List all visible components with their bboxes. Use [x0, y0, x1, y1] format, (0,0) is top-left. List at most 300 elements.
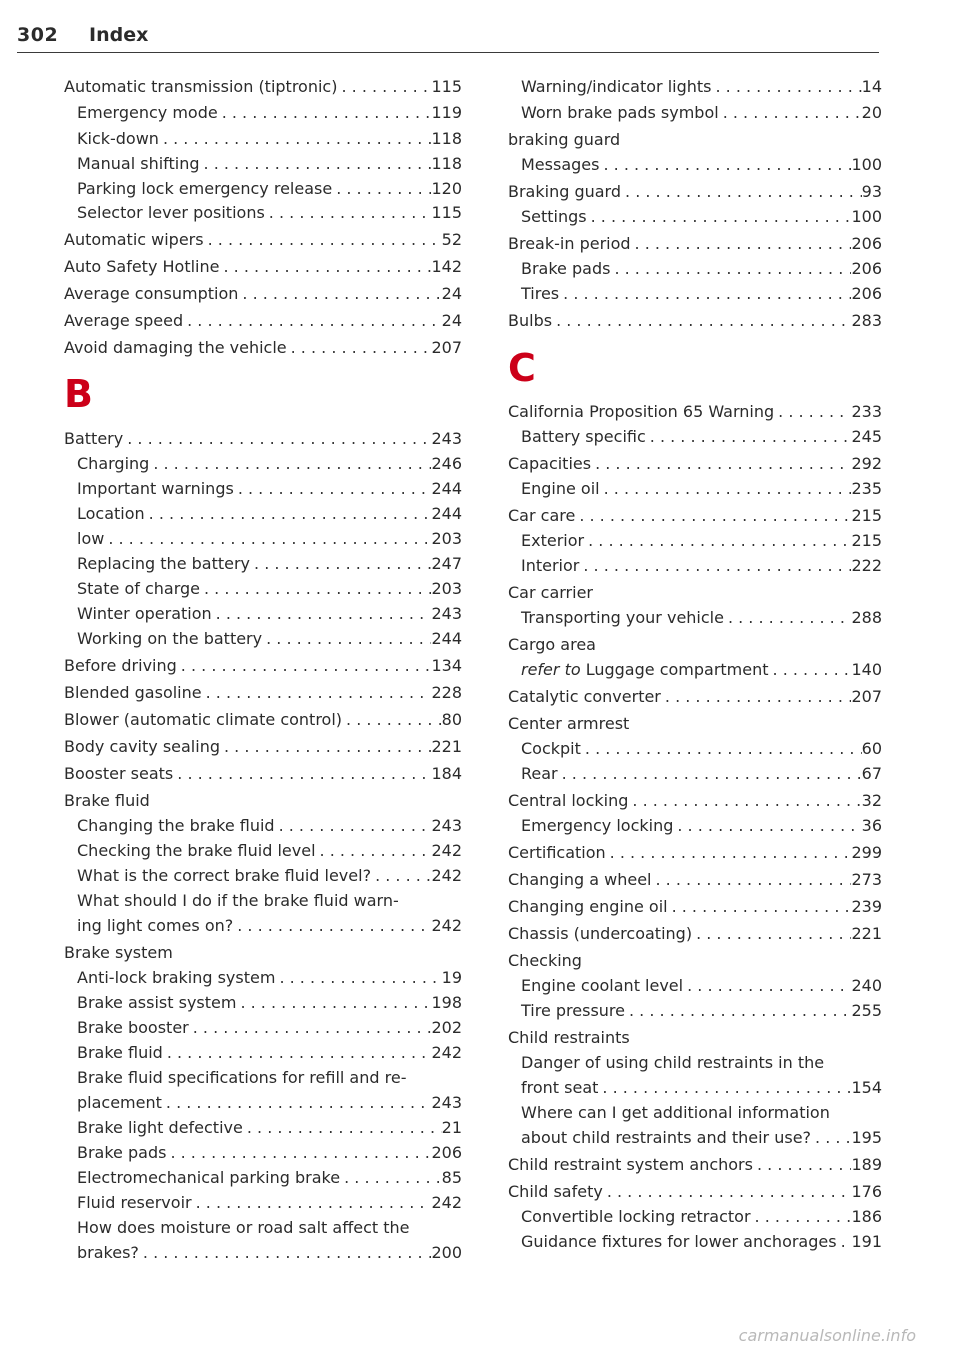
leader-dots [262, 627, 431, 651]
page-number: 302 [17, 24, 59, 46]
entry-page-number: 80 [441, 710, 462, 729]
entry-label: Blended gasoline [64, 683, 202, 702]
entry-page-number: 67 [861, 764, 882, 783]
index-entry [64, 941, 462, 965]
entry-label: Guidance fixtures for lower anchorages [521, 1232, 837, 1251]
entry-page-number: 244 [431, 629, 462, 648]
entry-page-number: 255 [851, 1001, 882, 1020]
entry-page-number: 14 [861, 77, 882, 96]
entry-page-number: 273 [851, 870, 882, 889]
index-entry [64, 681, 462, 705]
entry-page-number: 207 [431, 338, 462, 357]
leader-dots [204, 228, 442, 252]
entry-page-number: 240 [851, 976, 882, 995]
index-subentry [64, 839, 462, 863]
index-entry [64, 654, 462, 678]
entry-label: Average speed [64, 311, 184, 330]
entry-page-number: 222 [851, 556, 882, 575]
entry-label: Convertible locking retractor [521, 1207, 751, 1226]
index-subentry [508, 205, 882, 229]
leader-dots [220, 735, 431, 759]
entry-page-number: 93 [861, 182, 882, 201]
entry-page-number: 228 [431, 683, 462, 702]
leader-dots [753, 1153, 851, 1177]
leader-dots [558, 762, 862, 786]
watermark: carmanualsonline.info [738, 1326, 916, 1345]
leader-dots [371, 864, 431, 888]
leader-dots [159, 127, 432, 151]
index-subentry [508, 425, 882, 449]
entry-page-number: 184 [431, 764, 462, 783]
index-entry [508, 1026, 882, 1050]
entry-label: Working on the battery [77, 629, 263, 648]
entry-page-number: 292 [851, 454, 882, 473]
entry-label: Child restraints [508, 1028, 630, 1047]
entry-page-number: 203 [431, 579, 462, 598]
entry-label: front seat [521, 1078, 599, 1097]
entry-page-number: 118 [431, 129, 462, 148]
leader-dots [149, 452, 431, 476]
entry-page-number: 247 [431, 554, 462, 573]
index-subentry [508, 1126, 882, 1150]
leader-dots [139, 1241, 432, 1265]
leader-dots [275, 966, 441, 990]
entry-page-number: 195 [851, 1128, 882, 1147]
entry-page-number: 52 [441, 230, 462, 249]
entry-page-number: 186 [851, 1207, 882, 1226]
entry-label: Transporting your vehicle [521, 608, 724, 627]
leader-dots [625, 999, 851, 1023]
entry-label: Body cavity sealing [64, 737, 220, 756]
entry-label: Anti-lock braking system [77, 968, 276, 987]
entry-label: Settings [521, 207, 587, 226]
entry-label: Manual shifting [77, 154, 200, 173]
section-letter: B [64, 372, 93, 416]
index-subentry [508, 101, 882, 125]
index-subentry [64, 966, 462, 990]
index-subentry [64, 577, 462, 601]
entry-label: Rear [521, 764, 558, 783]
index-entry [508, 128, 882, 152]
entry-page-number: 200 [431, 1243, 462, 1262]
leader-dots [275, 814, 432, 838]
entry-label: Automatic transmission (tiptronic) [64, 77, 338, 96]
entry-label: Capacities [508, 454, 592, 473]
leader-dots [652, 868, 852, 892]
leader-dots [166, 1141, 431, 1165]
entry-page-number: 198 [431, 993, 462, 1012]
entry-page-number: 233 [851, 402, 882, 421]
leader-dots [724, 606, 852, 630]
leader-dots [751, 1205, 852, 1229]
leader-dots [218, 101, 432, 125]
entry-label: Fluid reservoir [77, 1193, 192, 1212]
leader-dots [646, 425, 852, 449]
entry-label: Emergency mode [77, 103, 218, 122]
index-subentry [508, 257, 882, 281]
entry-label: Brake light defective [77, 1118, 243, 1137]
entry-page-number: 85 [441, 1168, 462, 1187]
page-title: Index [89, 24, 149, 46]
entry-label: Checking [508, 951, 582, 970]
entry-label: Chassis (undercoating) [508, 924, 693, 943]
entry-label: Electromechanical parking brake [77, 1168, 341, 1187]
entry-page-number: 299 [851, 843, 882, 862]
index-subentry [508, 282, 882, 306]
entry-label: Interior [521, 556, 580, 575]
leader-dots [177, 654, 432, 678]
entry-label: California Proposition 65 Warning [508, 402, 775, 421]
index-subentry [508, 477, 882, 501]
entry-page-number: 242 [431, 1193, 462, 1212]
entry-page-number: 288 [851, 608, 882, 627]
index-subentry [64, 127, 462, 151]
entry-page-number: 21 [441, 1118, 462, 1137]
index-entry [64, 255, 462, 279]
index-subentry [64, 177, 462, 201]
leader-dots [202, 681, 432, 705]
entry-label: Braking guard [508, 182, 622, 201]
entry-label: Changing engine oil [508, 897, 668, 916]
leader-dots [600, 477, 852, 501]
leader-dots [123, 427, 431, 451]
index-entry [508, 841, 882, 865]
leader-dots [183, 309, 442, 333]
entry-label: Charging [77, 454, 150, 473]
index-subentry [64, 889, 462, 913]
leader-dots [599, 153, 851, 177]
index-subentry [64, 101, 462, 125]
entry-page-number: 242 [431, 916, 462, 935]
entry-label: Car carrier [508, 583, 593, 602]
leader-dots [598, 1076, 851, 1100]
leader-dots [250, 552, 431, 576]
leader-dots [212, 602, 432, 626]
entry-label: Automatic wipers [64, 230, 204, 249]
entry-page-number: 36 [861, 816, 882, 835]
index-subentry [64, 1066, 462, 1090]
leader-dots [711, 75, 861, 99]
leader-dots [316, 839, 432, 863]
leader-dots [631, 232, 852, 256]
leader-dots [265, 201, 432, 225]
leader-dots [192, 1191, 432, 1215]
leader-dots [559, 282, 851, 306]
entry-page-number: 118 [431, 154, 462, 173]
entry-page-number: 235 [851, 479, 882, 498]
entry-label: Battery [64, 429, 124, 448]
entry-label: Worn brake pads symbol [521, 103, 719, 122]
index-entry [64, 282, 462, 306]
entry-page-number: 24 [441, 311, 462, 330]
entry-label: Exterior [521, 531, 585, 550]
index-subentry [64, 152, 462, 176]
index-subentry [64, 502, 462, 526]
entry-page-number: 243 [431, 816, 462, 835]
index-subentry [508, 1076, 882, 1100]
leader-dots [575, 504, 851, 528]
index-subentry [64, 527, 462, 551]
index-entry [64, 336, 462, 360]
index-entry [508, 400, 882, 424]
entry-page-number: 202 [431, 1018, 462, 1037]
entry-label: Central locking [508, 791, 629, 810]
index-entry [508, 633, 882, 657]
index-entry [508, 895, 882, 919]
entry-label: ing light comes on? [77, 916, 234, 935]
index-subentry [508, 1101, 882, 1125]
entry-label: Brake fluid [64, 791, 150, 810]
entry-label: Warning/indicator lights [521, 77, 712, 96]
entry-page-number: 154 [851, 1078, 882, 1097]
entry-page-number: 100 [851, 155, 882, 174]
index-entry [64, 735, 462, 759]
leader-dots [683, 974, 851, 998]
index-entry [508, 504, 882, 528]
entry-page-number: 283 [851, 311, 882, 330]
entry-label: Car care [508, 506, 576, 525]
index-entry [508, 1180, 882, 1204]
index-entry [508, 789, 882, 813]
entry-page-number: 120 [431, 179, 462, 198]
leader-dots [243, 1116, 442, 1140]
index-entry [508, 232, 882, 256]
entry-label: Important warnings [77, 479, 234, 498]
entry-label: Tires [521, 284, 560, 303]
leader-dots [342, 708, 442, 732]
leader-dots [552, 309, 851, 333]
entry-reference: refer to [521, 660, 581, 679]
entry-page-number: 206 [851, 259, 882, 278]
entry-label: Replacing the battery [77, 554, 251, 573]
entry-page-number: 100 [851, 207, 882, 226]
index-entry [508, 949, 882, 973]
entry-label: brakes? [77, 1243, 139, 1262]
index-subentry [64, 864, 462, 888]
index-subentry [508, 737, 882, 761]
leader-dots [200, 152, 432, 176]
entry-label: Brake booster [77, 1018, 189, 1037]
entry-label: Blower (automatic climate control) [64, 710, 343, 729]
leader-dots [340, 1166, 442, 1190]
entry-page-number: 246 [431, 454, 462, 473]
entry-label: Brake fluid [77, 1043, 163, 1062]
entry-label: What should I do if the brake fluid warn- [77, 891, 399, 910]
index-subentry [64, 452, 462, 476]
entry-label: Brake pads [521, 259, 611, 278]
index-entry [508, 922, 882, 946]
entry-label: State of charge [77, 579, 200, 598]
leader-dots [769, 658, 852, 682]
leader-dots [668, 895, 852, 919]
leader-dots [337, 75, 431, 99]
index-subentry [508, 1051, 882, 1075]
index-subentry [508, 999, 882, 1023]
entry-label: about child restraints and their use? [521, 1128, 812, 1147]
leader-dots [332, 177, 431, 201]
leader-dots [621, 180, 862, 204]
leader-dots [200, 577, 431, 601]
entry-page-number: 176 [851, 1182, 882, 1201]
index-subentry [64, 1141, 462, 1165]
index-subentry [508, 658, 882, 682]
index-subentry [508, 1205, 882, 1229]
entry-label: Certification [508, 843, 606, 862]
leader-dots [287, 336, 432, 360]
entry-label: Booster seats [64, 764, 174, 783]
index-subentry [508, 153, 882, 177]
index-entry [64, 75, 462, 99]
entry-page-number: 243 [431, 604, 462, 623]
leader-dots [587, 205, 852, 229]
entry-label: Brake system [64, 943, 173, 962]
entry-label: Child restraint system anchors [508, 1155, 753, 1174]
entry-label: Danger of using child restraints in the [521, 1053, 825, 1072]
entry-label: braking guard [508, 130, 621, 149]
leader-dots [610, 257, 851, 281]
section-letter: C [508, 346, 536, 390]
entry-page-number: 221 [431, 737, 462, 756]
entry-label: Brake pads [77, 1143, 167, 1162]
entry-label: Changing the brake fluid [77, 816, 275, 835]
entry-page-number: 189 [851, 1155, 882, 1174]
entry-page-number: 32 [861, 791, 882, 810]
entry-page-number: 24 [441, 284, 462, 303]
entry-label: Break-in period [508, 234, 631, 253]
entry-label: Catalytic converter [508, 687, 661, 706]
index-subentry [64, 201, 462, 225]
index-subentry [508, 974, 882, 998]
entry-page-number: 243 [431, 429, 462, 448]
index-subentry [64, 914, 462, 938]
leader-dots [661, 685, 852, 709]
entry-page-number: 239 [851, 897, 882, 916]
leader-dots [162, 1091, 432, 1115]
index-subentry [64, 1166, 462, 1190]
entry-page-number: 115 [431, 77, 462, 96]
entry-label: Changing a wheel [508, 870, 652, 889]
index-subentry [508, 75, 882, 99]
index-entry [64, 228, 462, 252]
index-subentry [64, 477, 462, 501]
index-entry [64, 789, 462, 813]
entry-label: Where can I get additional information [521, 1103, 830, 1122]
index-entry [508, 1153, 882, 1177]
entry-page-number: 242 [431, 866, 462, 885]
entry-label: Cargo area [508, 635, 596, 654]
leader-dots [774, 400, 851, 424]
leader-dots [579, 554, 851, 578]
leader-dots [238, 282, 441, 306]
entry-page-number: 142 [431, 257, 462, 276]
leader-dots [628, 789, 861, 813]
entry-label: Brake assist system [77, 993, 237, 1012]
entry-page-number: 244 [431, 479, 462, 498]
entry-label: low [77, 529, 105, 548]
index-subentry [64, 552, 462, 576]
entry-page-number: 115 [431, 203, 462, 222]
entry-label: Winter operation [77, 604, 212, 623]
entry-label: How does moisture or road salt affect the [77, 1218, 410, 1237]
index-entry [508, 180, 882, 204]
entry-page-number: 206 [851, 234, 882, 253]
entry-label: Child safety [508, 1182, 603, 1201]
leader-dots [692, 922, 851, 946]
entry-label: Engine coolant level [521, 976, 684, 995]
entry-label: Parking lock emergency release [77, 179, 333, 198]
leader-dots [719, 101, 862, 125]
entry-label: Before driving [64, 656, 177, 675]
entry-page-number: 206 [431, 1143, 462, 1162]
entry-label [521, 658, 769, 682]
entry-page-number: 215 [851, 531, 882, 550]
entry-label: What is the correct brake fluid level? [77, 866, 372, 885]
entry-label: Tire pressure [521, 1001, 625, 1020]
index-subentry [64, 1191, 462, 1215]
leader-dots [581, 737, 862, 761]
index-subentry [64, 1241, 462, 1265]
index-entry [508, 581, 882, 605]
index-subentry [508, 762, 882, 786]
entry-label: Cockpit [521, 739, 581, 758]
entry-page-number: 221 [851, 924, 882, 943]
index-subentry [508, 606, 882, 630]
leader-dots [219, 255, 431, 279]
entry-page-number: 119 [431, 103, 462, 122]
entry-label: Location [77, 504, 145, 523]
entry-page-number: 207 [851, 687, 882, 706]
index-subentry [64, 1116, 462, 1140]
leader-dots [811, 1126, 851, 1150]
index-subentry [64, 627, 462, 651]
index-subentry [64, 1091, 462, 1115]
index-subentry [64, 1016, 462, 1040]
index-entry [508, 452, 882, 476]
index-entry [64, 309, 462, 333]
entry-page-number: 242 [431, 841, 462, 860]
index-entry [508, 868, 882, 892]
entry-page-number: 203 [431, 529, 462, 548]
entry-label: Kick-down [77, 129, 159, 148]
entry-page-number: 215 [851, 506, 882, 525]
index-entry [64, 762, 462, 786]
entry-page-number: 134 [431, 656, 462, 675]
entry-label: Center armrest [508, 714, 630, 733]
leader-dots [163, 1041, 432, 1065]
leader-dots [234, 477, 432, 501]
entry-text: Luggage compartment [585, 660, 769, 679]
entry-page-number: 245 [851, 427, 882, 446]
leader-dots [189, 1016, 432, 1040]
entry-page-number: 140 [851, 660, 882, 679]
entry-label: Avoid damaging the vehicle [64, 338, 287, 357]
leader-dots [591, 452, 851, 476]
entry-label: placement [77, 1093, 162, 1112]
index-entry [64, 427, 462, 451]
leader-dots [236, 991, 431, 1015]
entry-page-number: 243 [431, 1093, 462, 1112]
entry-page-number: 206 [851, 284, 882, 303]
leader-dots [837, 1230, 852, 1254]
entry-label: Selector lever positions [77, 203, 265, 222]
index-entry [64, 708, 462, 732]
index-entry [508, 309, 882, 333]
entry-label: Battery specific [521, 427, 646, 446]
index-subentry [64, 991, 462, 1015]
index-entry [508, 712, 882, 736]
index-subentry [64, 814, 462, 838]
index-subentry [64, 1041, 462, 1065]
